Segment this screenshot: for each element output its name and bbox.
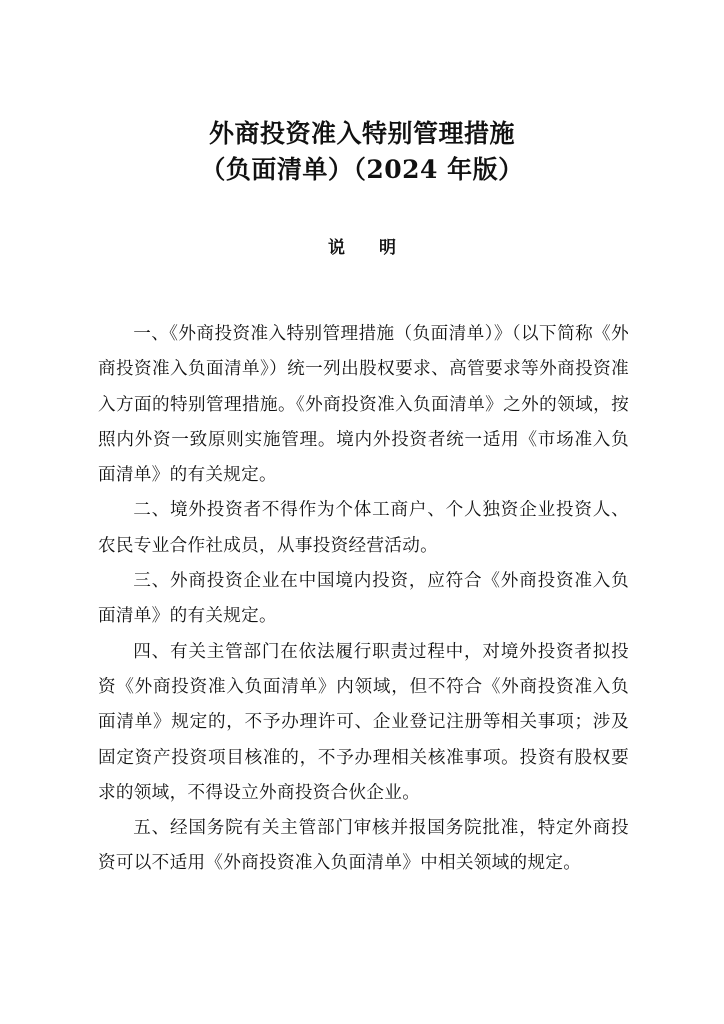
paragraph-4: 四、有关主管部门在依法履行职责过程中，对境外投资者拟投资《外商投资准入负面清单》内领域，但不符合《外商投资准入负面清单》规定的，不予办理许可、企业登记注册等相关事项；涉及固定资产投资项目核准的，不予办理相关核准事项。投资有股权要求的领域，不得设立外商投资合伙企业。 [98, 641, 629, 803]
section-heading: 说 明 [328, 238, 410, 258]
title-line-1: 外商投资准入特别管理措施 [208, 119, 515, 148]
document-body [98, 317, 629, 882]
title-line-2: （负面清单）（2024 年版） [200, 155, 524, 184]
paragraph-2: 二、境外投资者不得作为个体工商户、个人独资企业投资人、农民专业合作社成员，从事投资经营活动。 [98, 500, 629, 556]
paragraph-5: 五、经国务院有关主管部门审核并报国务院批准，特定外商投资可以不适用《外商投资准入负面清单》中相关领域的规定。 [98, 818, 629, 874]
document-title [0, 116, 724, 188]
paragraph-1: 一、《外商投资准入特别管理措施（负面清单）》（以下简称《外商投资准入负面清单》）统一列出股权要求、高管要求等外商投资准入方面的特别管理措施。《外商投资准入负面清单》之外的领域，按照内外资一致原则实施管理。境内外投资者统一适用《市场准入负面清单》的有关规定。 [98, 324, 629, 486]
paragraph-3: 三、外商投资企业在中国境内投资，应符合《外商投资准入负面清单》的有关规定。 [98, 571, 629, 627]
